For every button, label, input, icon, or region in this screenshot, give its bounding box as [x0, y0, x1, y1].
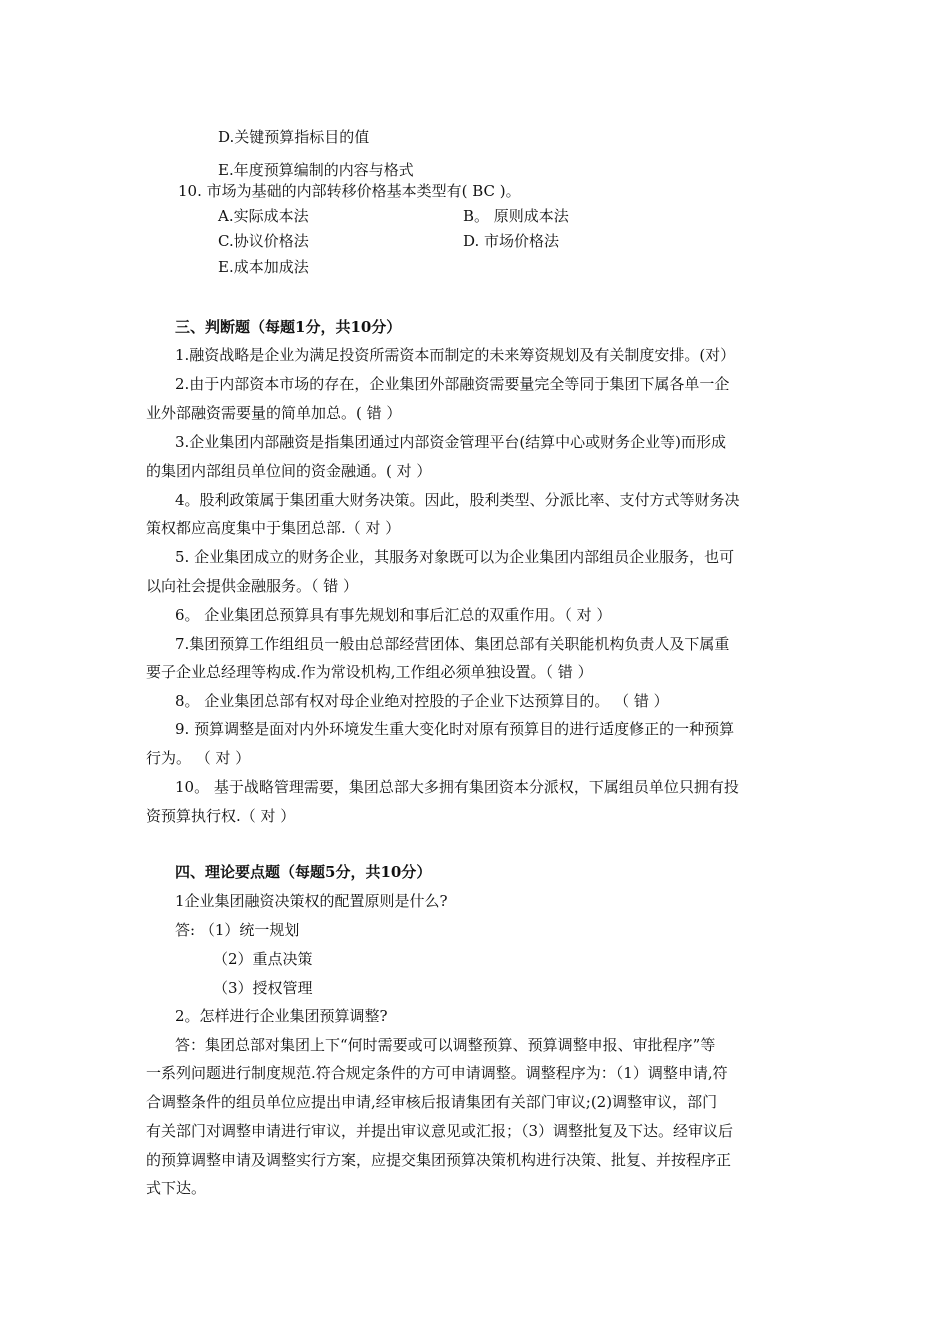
judge-item-4: 4。股利政策属于集团重大财务决策。因此，股利类型、分派比率、支付方式等财务决 [175, 491, 740, 509]
judge-item-7-cont: 要子企业总经理等构成.作为常设机构,工作组必须单独设置。（ 错 ） [146, 663, 593, 681]
judge-item-4-cont: 策权都应高度集中于集团总部.（ 对 ） [146, 519, 401, 537]
judge-item-10-cont: 资预算执行权.（ 对 ） [146, 807, 296, 825]
judge-item-3-cont: 的集团内部组员单位间的资金融通。( 对 ） [146, 462, 432, 480]
q10-stem: 10. 市场为基础的内部转移价格基本类型有( BC )。 [178, 182, 521, 200]
theory-question-2: 2。怎样进行企业集团预算调整? [175, 1007, 388, 1025]
judge-item-10: 10。 基于战略管理需要，集团总部大多拥有集团资本分派权，下属组员单位只拥有投 [175, 778, 739, 796]
theory-answer-2-line: 合调整条件的组员单位应提出申请,经审核后报请集团有关部门审议;(2)调整审议，部门 [146, 1093, 718, 1111]
theory-answer-1-point-1: 答: （1）统一规划 [175, 921, 300, 939]
judge-item-2: 2.由于内部资本市场的存在，企业集团外部融资需要量完全等同于集团下属各单一企 [175, 375, 730, 393]
theory-answer-2-line: 的预算调整申请及调整实行方案，应提交集团预算决策机构进行决策、批复、并按程序正 [146, 1151, 732, 1169]
judge-item-9: 9. 预算调整是面对内外环境发生重大变化时对原有预算目的进行适度修正的一种预算 [175, 720, 735, 738]
q10-option-b: B。 原则成本法 [463, 207, 569, 225]
judge-item-5: 5. 企业集团成立的财务企业，其服务对象既可以为企业集团内部组员企业服务，也可 [175, 548, 735, 566]
judge-item-7: 7.集团预算工作组组员一般由总部经营团体、集团总部有关职能机构负责人及下属重 [175, 635, 730, 653]
q10-option-d: D. 市场价格法 [463, 232, 560, 250]
section3-heading: 三、判断题（每题1分，共10分） [175, 318, 402, 336]
theory-answer-2-line: 式下达。 [146, 1179, 207, 1197]
q10-option-e: E.成本加成法 [218, 258, 309, 276]
q10-option-c: C.协议价格法 [218, 232, 309, 250]
judge-item-6: 6。 企业集团总预算具有事先规划和事后汇总的双重作用。（ 对 ） [175, 606, 612, 624]
judge-item-1: 1.融资战略是企业为满足投资所需资本而制定的未来筹资规划及有关制度安排。(对） [175, 346, 736, 364]
theory-answer-1-point-3: （3）授权管理 [213, 979, 313, 997]
theory-answer-2-line: 一系列问题进行制度规范.符合规定条件的方可申请调整。调整程序为：（1）调整申请,符 [146, 1064, 728, 1082]
section4-heading: 四、理论要点题（每题5分，共10分） [175, 863, 432, 881]
theory-question-1: 1企业集团融资决策权的配置原则是什么? [175, 892, 448, 910]
theory-answer-1-point-2: （2）重点决策 [213, 950, 313, 968]
judge-item-8: 8。 企业集团总部有权对母企业绝对控股的子企业下达预算目的。 （ 错 ） [175, 692, 669, 710]
q9-option-d: D.关键预算指标目的值 [218, 128, 370, 146]
theory-answer-2-line: 有关部门对调整申请进行审议，并提出审议意见或汇报；（3）调整批复及下达。经审议后 [146, 1122, 734, 1140]
judge-item-5-cont: 以向社会提供金融服务。（ 错 ） [146, 577, 359, 595]
theory-answer-2-line: 答：集团总部对集团上下“何时需要或可以调整预算、预算调整申报、审批程序”等 [175, 1036, 716, 1054]
judge-item-9-cont: 行为。 （ 对 ） [146, 749, 251, 767]
q9-option-e: E.年度预算编制的内容与格式 [218, 161, 414, 179]
q10-option-a: A.实际成本法 [218, 207, 309, 225]
judge-item-3: 3.企业集团内部融资是指集团通过内部资金管理平台(结算中心或财务企业等)而形成 [175, 433, 727, 451]
judge-item-2-cont: 业外部融资需要量的简单加总。( 错 ） [146, 404, 402, 422]
